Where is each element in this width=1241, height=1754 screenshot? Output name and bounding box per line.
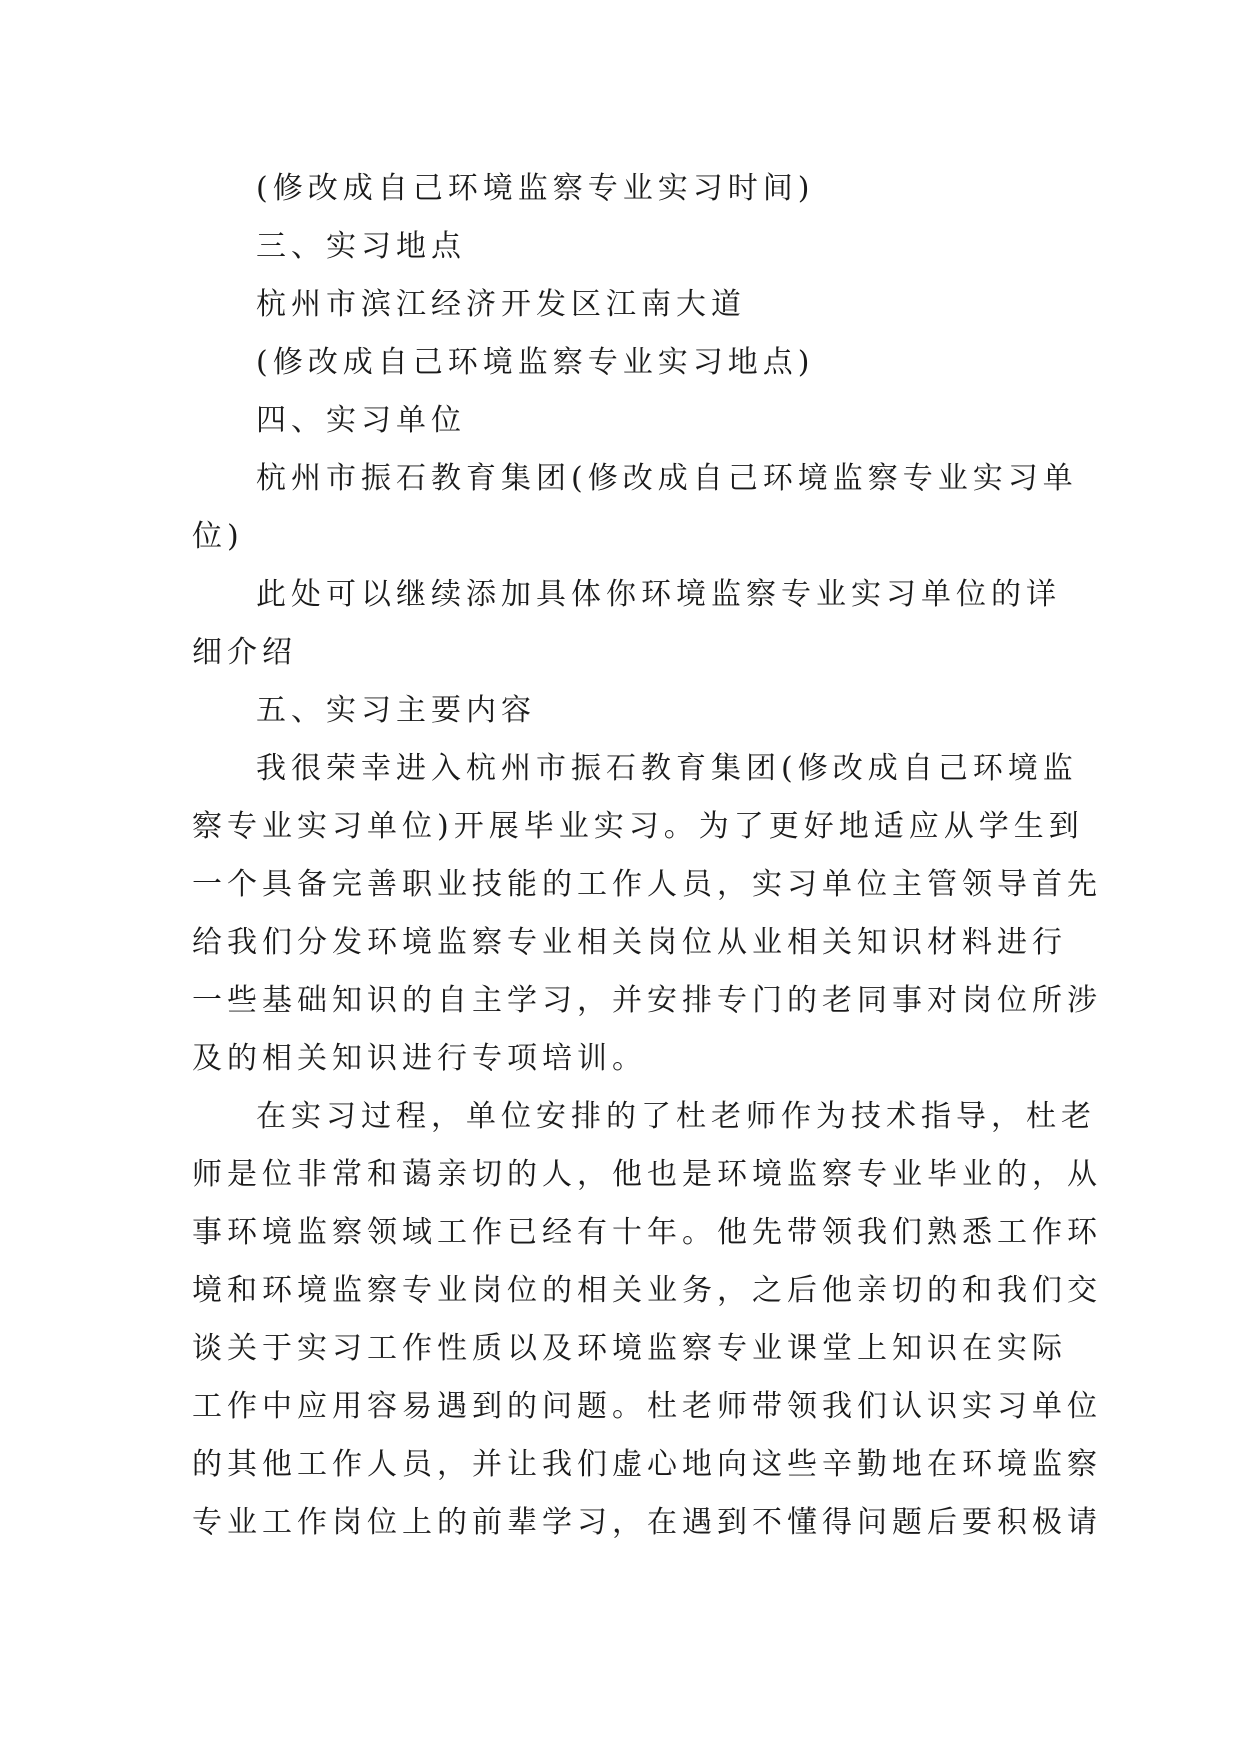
section-heading-unit: 四、实习单位 — [256, 403, 466, 438]
text-line: 一个具备完善职业技能的工作人员，实习单位主管领导首先 — [192, 867, 1102, 902]
text-line: 师是位非常和蔼亲切的人，他也是环境监察专业毕业的，从 — [192, 1157, 1102, 1192]
text-line: 事环境监察领域工作已经有十年。他先带领我们熟悉工作环 — [192, 1215, 1102, 1250]
text-line: 察专业实习单位)开展毕业实习。为了更好地适应从学生到 — [192, 809, 1084, 844]
text-line: (修改成自己环境监察专业实习地点) — [256, 345, 815, 380]
text-line: 及的相关知识进行专项培训。 — [192, 1041, 647, 1076]
text-line: 在实习过程，单位安排的了杜老师作为技术指导，杜老 — [256, 1099, 1096, 1134]
text-line: 细介绍 — [192, 635, 297, 670]
text-line: 境和环境监察专业岗位的相关业务，之后他亲切的和我们交 — [192, 1273, 1102, 1308]
text-line: 的其他工作人员，并让我们虚心地向这些辛勤地在环境监察 — [192, 1447, 1102, 1482]
text-line: 我很荣幸进入杭州市振石教育集团(修改成自己环境监 — [256, 751, 1078, 786]
text-line: 谈关于实习工作性质以及环境监察专业课堂上知识在实际 — [192, 1331, 1067, 1366]
text-line: 杭州市振石教育集团(修改成自己环境监察专业实习单 — [256, 461, 1078, 496]
text-line: 工作中应用容易遇到的问题。杜老师带领我们认识实习单位 — [192, 1389, 1102, 1424]
document-page — [192, 160, 1102, 1552]
text-line: 杭州市滨江经济开发区江南大道 — [256, 287, 746, 322]
section-heading-content: 五、实习主要内容 — [256, 693, 536, 728]
text-line: 给我们分发环境监察专业相关岗位从业相关知识材料进行 — [192, 925, 1067, 960]
text-line: 此处可以继续添加具体你环境监察专业实习单位的详 — [256, 577, 1061, 612]
text-line: 专业工作岗位上的前辈学习，在遇到不懂得问题后要积极请 — [192, 1505, 1102, 1540]
text-line: (修改成自己环境监察专业实习时间) — [256, 171, 815, 206]
text-line: 一些基础知识的自主学习，并安排专门的老同事对岗位所涉 — [192, 983, 1102, 1018]
section-heading-location: 三、实习地点 — [256, 229, 466, 264]
text-line: 位) — [192, 519, 244, 554]
